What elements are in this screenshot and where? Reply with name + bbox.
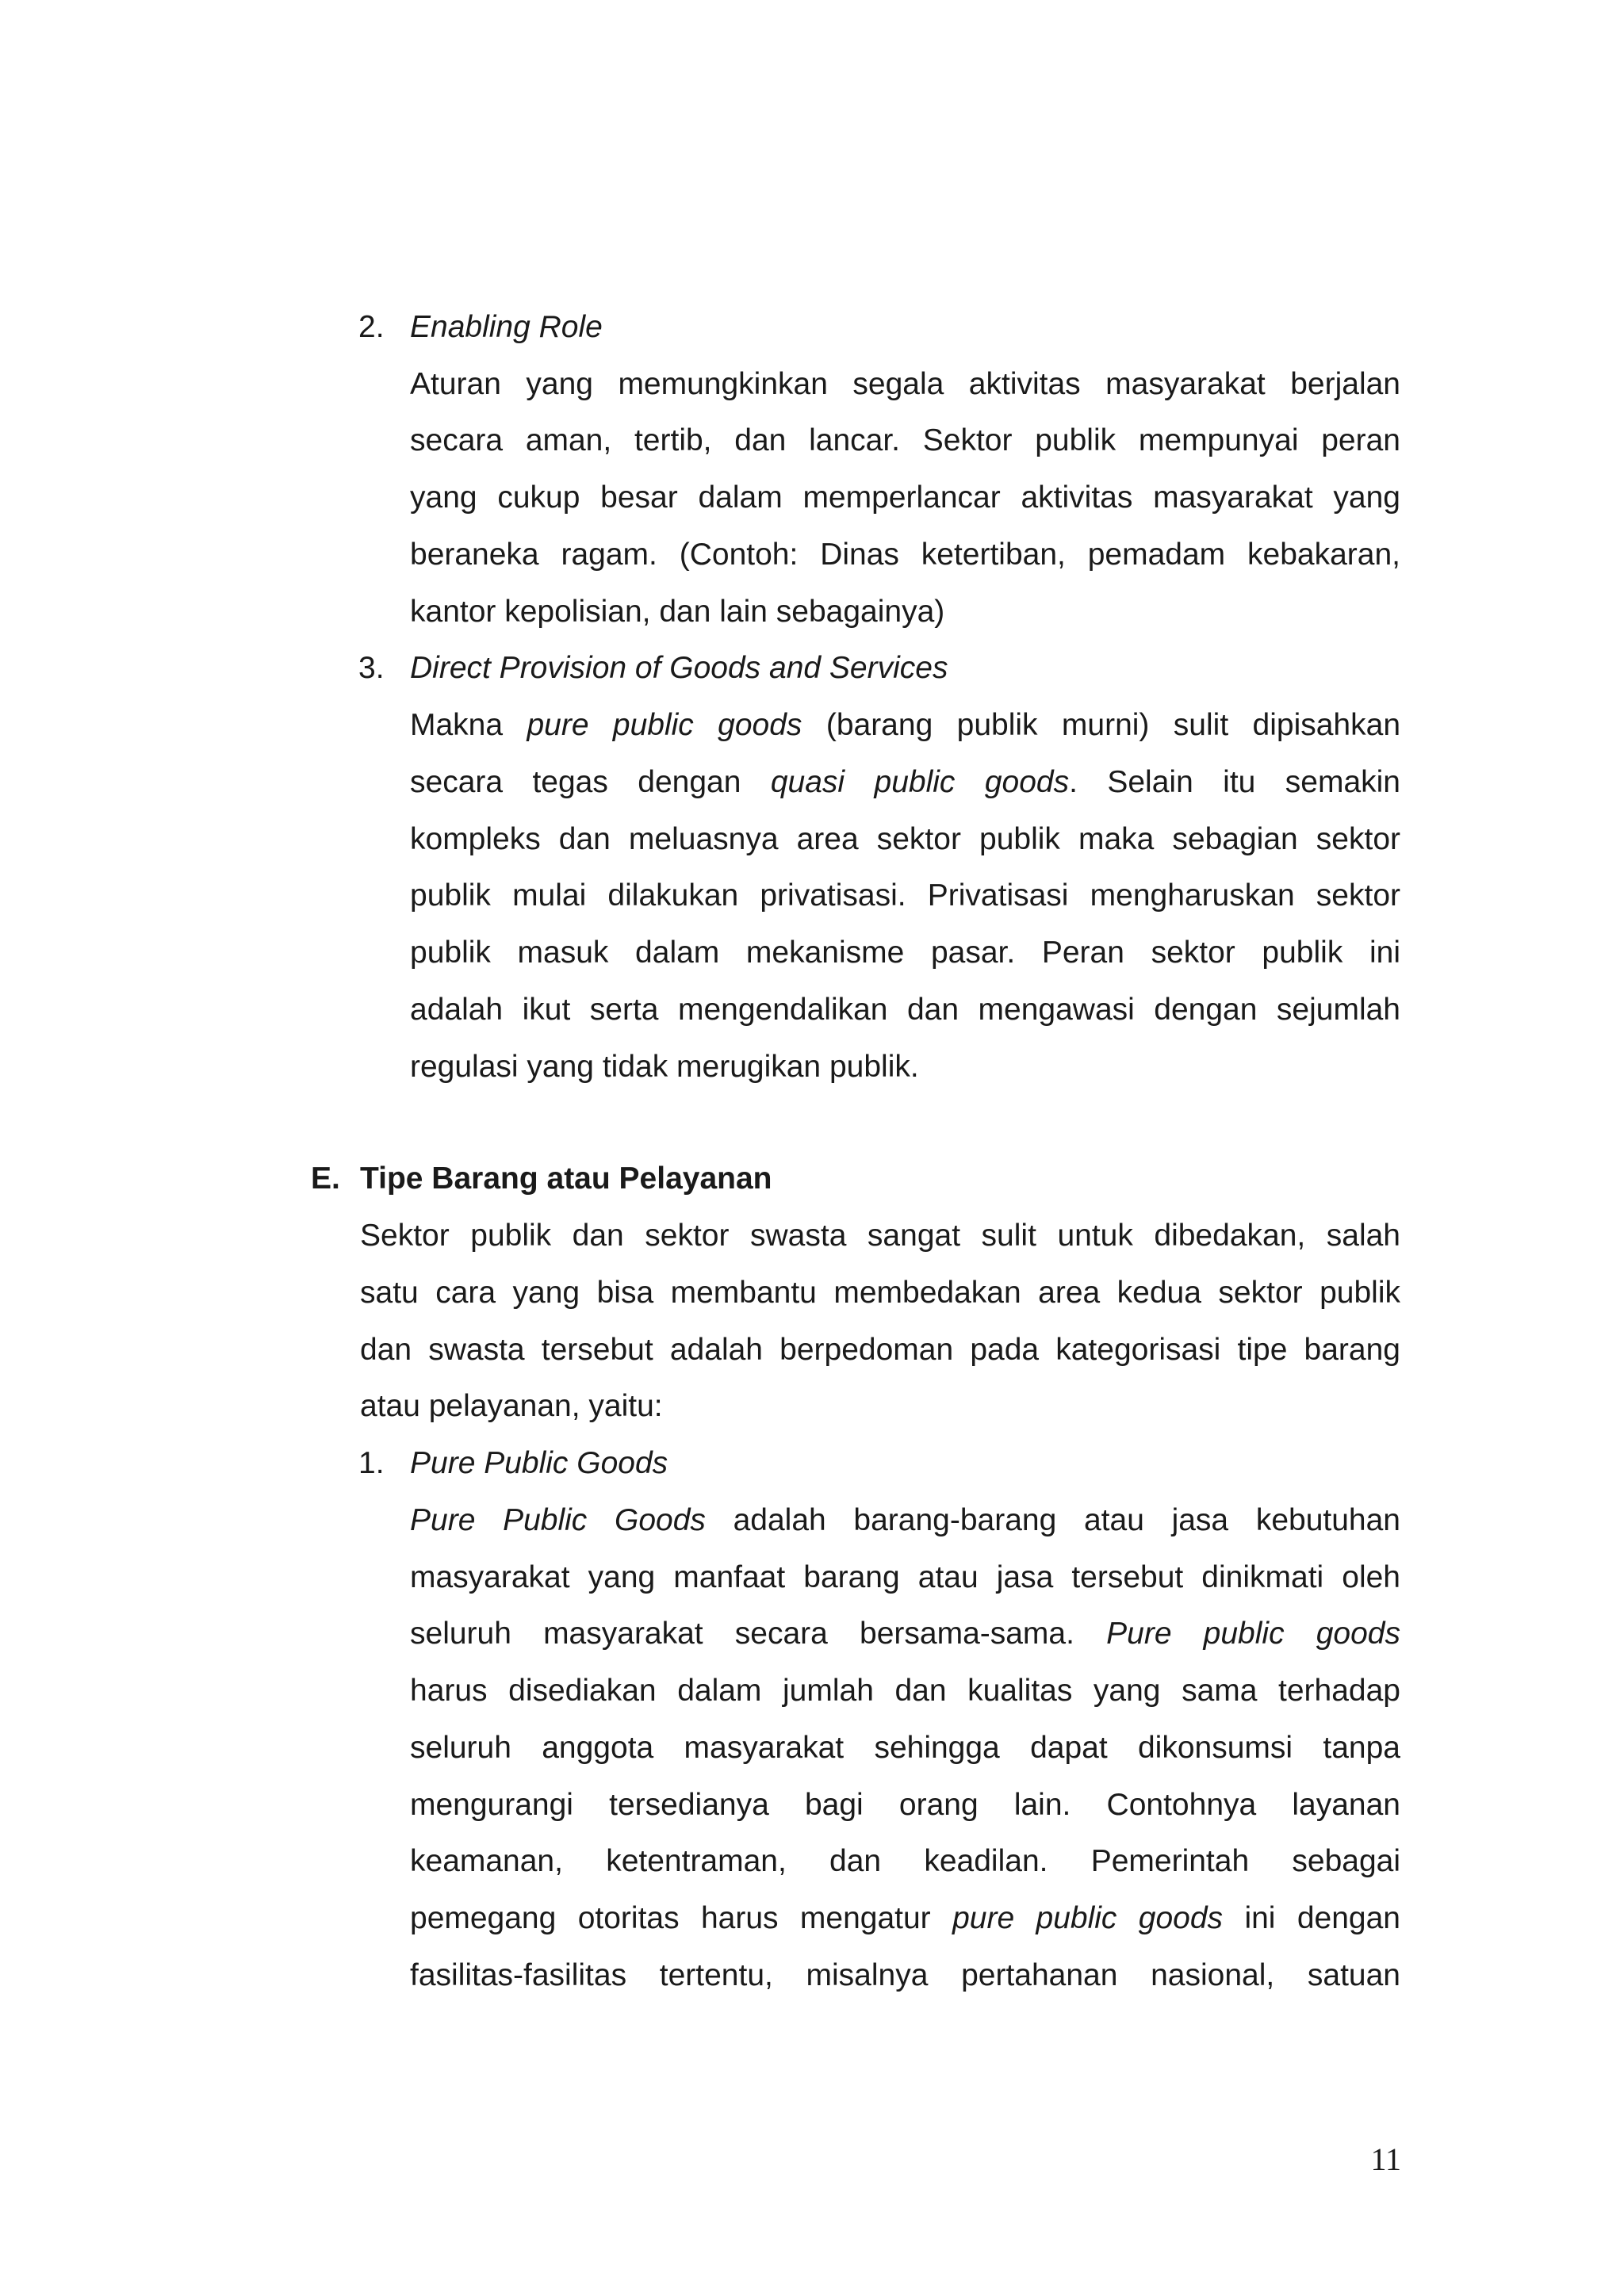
item-3-line-5: publik masuk dalam mekanisme pasar. Peran sektor publik ini	[410, 936, 1400, 970]
item-2-line-2: secara aman, tertib, dan lancar. Sektor publik mempunyai peran	[410, 423, 1400, 457]
item-2-number: 2.	[358, 310, 385, 344]
item-3-line-1: Makna pure public goods (barang publik murni) sulit dipisahkan	[410, 708, 1401, 742]
section-e-line-3: dan swasta tersebut adalah berpedoman pada kategorisasi tipe barang	[360, 1333, 1400, 1367]
item-1-line-5: seluruh anggota masyarakat sehingga dapat dikonsumsi tanpa	[410, 1731, 1400, 1765]
section-e-line-4: atau pelayanan, yaitu:	[360, 1389, 663, 1423]
item-1-line-4: harus disediakan dalam jumlah dan kualitas yang sama terhadap	[410, 1674, 1400, 1708]
item-3-line-7: regulasi yang tidak merugikan publik.	[410, 1050, 919, 1084]
item-2-title: Enabling Role	[410, 310, 603, 344]
item-3-title: Direct Provision of Goods and Services	[410, 651, 948, 685]
item-2-line-4: beraneka ragam. (Contoh: Dinas ketertiban, pemadam kebakaran,	[410, 538, 1400, 572]
section-e-line-1: Sektor publik dan sektor swasta sangat sulit untuk dibedakan, salah	[360, 1219, 1400, 1253]
item-1-line-8: pemegang otoritas harus mengatur pure public goods ini dengan	[410, 1901, 1400, 1935]
item-1-line-9: fasilitas-fasilitas tertentu, misalnya pertahanan nasional, satuan	[410, 1958, 1400, 1992]
section-e-line-2: satu cara yang bisa membantu membedakan area kedua sektor publik	[360, 1276, 1400, 1310]
item-2-line-5: kantor kepolisian, dan lain sebagainya)	[410, 595, 945, 629]
section-e-label: E.	[311, 1161, 340, 1196]
item-3-line-4: publik mulai dilakukan privatisasi. Privatisasi mengharuskan sektor	[410, 878, 1400, 913]
item-1-line-3: seluruh masyarakat secara bersama-sama. Pure public goods	[410, 1617, 1400, 1651]
item-1-line-2: masyarakat yang manfaat barang atau jasa tersebut dinikmati oleh	[410, 1560, 1400, 1594]
item-1-line-7: keamanan, ketentraman, dan keadilan. Pemerintah sebagai	[410, 1844, 1400, 1878]
item-1-line-6: mengurangi tersedianya bagi orang lain. Contohnya layanan	[410, 1788, 1400, 1822]
item-1-number: 1.	[358, 1446, 385, 1480]
page-number: 11	[1370, 2141, 1401, 2177]
item-3-line-2: secara tegas dengan quasi public goods. Selain itu semakin	[410, 765, 1400, 799]
item-3-line-3: kompleks dan meluasnya area sektor publik maka sebagian sektor	[410, 822, 1400, 856]
item-1-line-1: Pure Public Goods adalah barang-barang atau jasa kebutuhan	[410, 1503, 1400, 1537]
item-1-title: Pure Public Goods	[410, 1446, 668, 1480]
item-2-line-1: Aturan yang memungkinkan segala aktivitas masyarakat berjalan	[410, 367, 1400, 401]
section-e-heading: Tipe Barang atau Pelayanan	[360, 1161, 772, 1196]
item-3-line-6: adalah ikut serta mengendalikan dan mengawasi dengan sejumlah	[410, 993, 1400, 1027]
item-2-line-3: yang cukup besar dalam memperlancar aktivitas masyarakat yang	[410, 480, 1400, 515]
item-3-number: 3.	[358, 651, 385, 685]
